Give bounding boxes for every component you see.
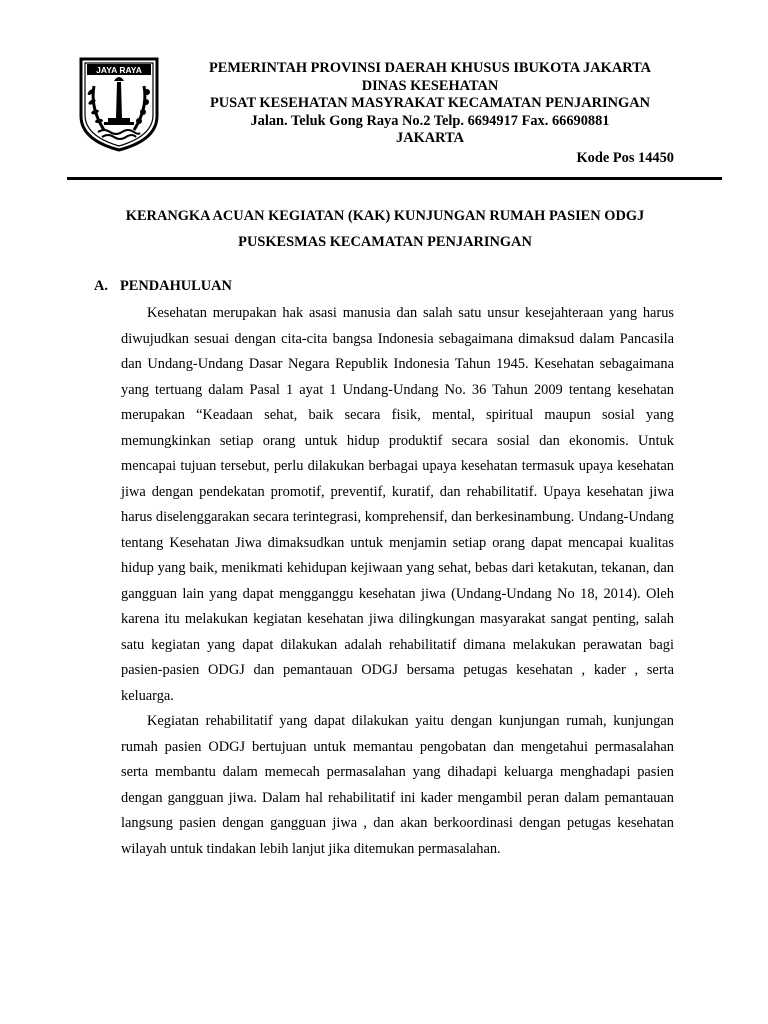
letterhead-department: DINAS KESEHATAN — [361, 77, 499, 94]
document-title-line-2: PUSKESMAS KECAMATAN PENJARINGAN — [238, 234, 532, 250]
logo-banner-text: JAYA RAYA — [96, 65, 142, 75]
section-title: PENDAHULUAN — [120, 278, 232, 294]
letterhead-government: PEMERINTAH PROVINSI DAERAH KHUSUS IBUKOTA JAKARTA — [208, 60, 652, 76]
jaya-raya-emblem-logo — [78, 56, 160, 152]
section-number: A. — [94, 278, 108, 294]
postal-code: Kode Pos 14450 — [576, 150, 674, 166]
paragraph-2: Kegiatan rehabilitatif yang dapat dilakukan yaitu dengan kunjungan rumah, kunjungan rumah pasien ODGJ bertujuan untuk memantau pengobatan dan mengetahui permasalahan serta membantu dalam memecah permasalahan yang dihadapi keluarga menghadapi pasien dengan gangguan jiwa. Dalam hal rehabilitatif ini kader mengambil peran dalam pemantauan langsung pasien dengan gangguan jiwa , dan akan berkoordinasi dengan petugas kesehatan wilayah untuk tindakan lebih lanjut jika ditemukan permasalahan. — [121, 713, 674, 857]
letterhead-divider — [67, 177, 722, 180]
paragraph-1: Kesehatan merupakan hak asasi manusia dan salah satu unsur kesejahteraan yang harus diwujudkan sesuai dengan cita-cita bangsa Indonesia sebagaimana dimaksud dalam Pancasila dan Undang-Undang Dasar Negara Republik Indonesia Tahun 1945. Kesehatan sebagaimana yang tertuang dalam Pasal 1 ayat 1 Undang-Undang No. 36 Tahun 2009 tentang kesehatan merupakan “Keadaan sehat, baik secara fisik, mental, spiritual maupun sosial yang memungkinkan setiap orang untuk hidup produktif secara sosial dan ekonomis. Untuk mencapai tujuan tersebut, perlu dilakukan berbagai upaya kesehatan termasuk upaya kesehatan jiwa dengan pendekatan promotif, preventif, kuratif, dan rehabilitatif. Upaya kesehatan jiwa harus diselenggarakan secara terintegrasi, komprehensif, dan berkesinambung. Undang-Undang tentang Kesehatan Jiwa dimaksudkan untuk menjamin setiap orang dapat mencapai kualitas hidup yang baik, menikmati kehidupan kejiwaan yang sehat, bebas dari ketakutan, tekanan, dan gangguan lain yang dapat mengganggu kesehatan jiwa (Undang-Undang No 18, 2014). Oleh karena itu melakukan kegiatan kesehatan jiwa dilingkungan masyarakat sangat penting, salah satu kegiatan yang dapat dilakukan adalah rehabilitatif dimana melakukan perawatan bagi pasien-pasien ODGJ dan pemantauan ODGJ bersama petugas kesehatan , kader , serta keluarga. — [121, 305, 674, 704]
letterhead-institution: PUSAT KESEHATAN MASYRAKAT KECAMATAN PENJARINGAN — [209, 95, 650, 111]
section-body — [121, 301, 674, 862]
document-title — [67, 203, 703, 255]
section-heading — [94, 278, 232, 295]
letterhead-address: Jalan. Teluk Gong Raya No.2 Telp. 6694917 Fax. 66690881 — [250, 112, 610, 129]
document-title-line-1: KERANGKA ACUAN KEGIATAN (KAK) KUNJUNGAN RUMAH PASIEN ODGJ — [125, 208, 645, 224]
letterhead — [160, 60, 700, 148]
letterhead-city: JAKARTA — [396, 130, 464, 146]
